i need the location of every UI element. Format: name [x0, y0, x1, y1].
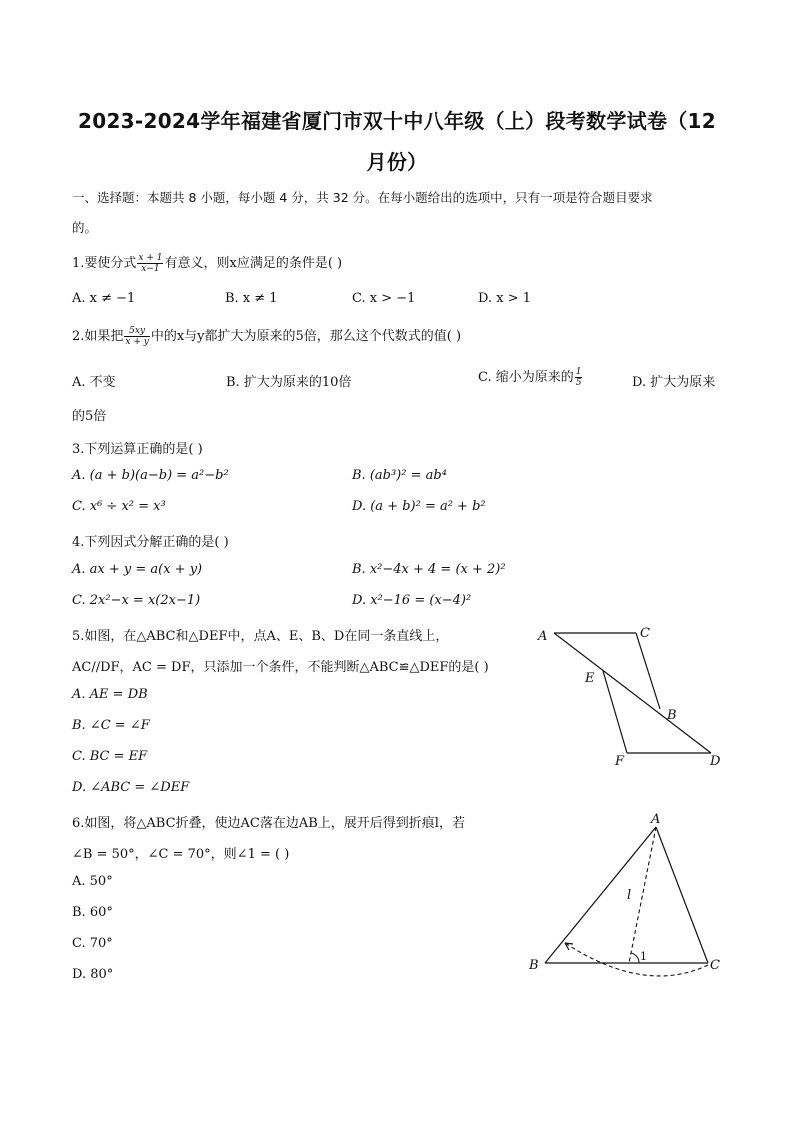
- q1-frac-num: x + 1: [138, 253, 163, 263]
- q5-option-b: B. ∠C = ∠F: [72, 718, 150, 733]
- q5-option-d: D. ∠ABC = ∠DEF: [72, 780, 190, 795]
- fold-line-l: [629, 827, 656, 963]
- segment-cb: [636, 633, 660, 709]
- fold-arc: [565, 943, 708, 976]
- q6-option-a: A. 50°: [72, 874, 113, 889]
- q1-fraction: [137, 253, 163, 274]
- q1-post: 有意义，则x应满足的条件是( ): [164, 256, 343, 271]
- q2-option-c-fraction: [575, 367, 583, 388]
- q1-option-d: D. x > 1: [478, 291, 531, 306]
- question-3-stem: 3.下列运算正确的是( ): [72, 442, 203, 457]
- label-a: A: [538, 629, 548, 644]
- angle-1-arc: [631, 953, 639, 963]
- q2-optc-den: 5: [575, 378, 582, 388]
- arrow-head: [565, 943, 573, 950]
- q5-option-c: C. BC = EF: [72, 749, 148, 764]
- q1-pre: 1.要使分式: [72, 256, 137, 271]
- q5-option-a: A. AE = DB: [72, 687, 148, 702]
- q1-option-c: C. x > −1: [352, 291, 416, 306]
- q6-option-b: B. 60°: [72, 905, 113, 920]
- label-c: C: [640, 626, 650, 641]
- side-ac: [656, 827, 708, 963]
- q2-option-b: B. 扩大为原来的10倍: [226, 375, 352, 390]
- exam-title-line1: 2023-2024学年福建省厦门市双十中八年级（上）段考数学试卷（12: [78, 109, 716, 133]
- q1-option-a: A. x ≠ −1: [72, 291, 136, 306]
- label-b: B: [529, 958, 539, 973]
- segment-ad: [554, 633, 711, 753]
- q2-fraction: [124, 326, 149, 347]
- q4-option-a: A. ax + y = a(x + y): [72, 562, 203, 577]
- q2-frac-num: 5xy: [124, 326, 149, 337]
- q2-option-c: [478, 366, 583, 388]
- question-6-stem-line1: 6.如图，将△ABC折叠，使边AC落在边AB上，展开后得到折痕l，若: [72, 816, 465, 831]
- q4-option-b: B. x²−4x + 4 = (x + 2)²: [352, 562, 506, 577]
- label-c: C: [710, 958, 720, 973]
- q2-option-c-text: C. 缩小为原来的: [478, 370, 574, 385]
- question-6-stem-line2: ∠B = 50°，∠C = 70°，则∠1 = ( ): [72, 847, 290, 862]
- q4-option-c: C. 2x²−x = x(2x−1): [72, 593, 201, 608]
- q4-option-d: D. x²−16 = (x−4)²: [352, 593, 472, 608]
- q2-option-d-cont: 的5倍: [72, 409, 107, 424]
- q3-option-c: C. x⁶ ÷ x² = x³: [72, 499, 166, 514]
- segment-ef: [603, 671, 627, 753]
- question-2-stem: [72, 325, 461, 347]
- exam-title-line2: 月份）: [366, 150, 428, 174]
- question-1-stem: [72, 252, 342, 274]
- question-5-stem-line1: 5.如图，在△ABC和△DEF中，点A、E、B、D在同一条直线上，: [72, 629, 449, 644]
- label-d: D: [710, 754, 721, 769]
- q1-option-b: B. x ≠ 1: [225, 291, 278, 306]
- section-heading: 一、选择题：本题共 8 小题，每小题 4 分，共 32 分。在每小题给出的选项中，只有一项是符合题目要求: [72, 190, 653, 205]
- q2-option-a: A. 不变: [72, 375, 116, 390]
- q5-geometry-figure: [530, 620, 730, 770]
- q1-frac-den: x−1: [141, 264, 160, 274]
- section-heading-cont: 的。: [72, 220, 98, 235]
- label-l: l: [627, 888, 632, 903]
- q3-option-d: D. (a + b)² = a² + b²: [352, 499, 486, 514]
- label-a: A: [651, 812, 661, 827]
- q3-option-b: B. (ab³)² = ab⁴: [352, 468, 447, 483]
- q6-option-c: C. 70°: [72, 936, 113, 951]
- q2-frac-den: x + y: [125, 337, 149, 347]
- q2-option-d: D. 扩大为原来: [632, 375, 716, 390]
- q2-post: 中的x与y都扩大为原来的5倍，那么这个代数式的值( ): [150, 329, 462, 344]
- label-f: F: [615, 754, 625, 769]
- q2-pre: 2.如果把: [72, 329, 124, 344]
- side-ab: [545, 827, 656, 963]
- question-4-stem: 4.下列因式分解正确的是( ): [72, 535, 229, 550]
- label-e: E: [585, 671, 595, 686]
- q6-option-d: D. 80°: [72, 967, 114, 982]
- label-b: B: [667, 708, 677, 723]
- q3-option-a: A. (a + b)(a−b) = a²−b²: [72, 468, 229, 483]
- label-angle-1: 1: [640, 950, 647, 963]
- q2-optc-num: 1: [575, 367, 582, 377]
- q6-triangle-figure: [525, 805, 735, 990]
- question-5-stem-line2: AC//DF，AC = DF，只添加一个条件，不能判断△ABC≌△DEF的是( ): [72, 660, 489, 675]
